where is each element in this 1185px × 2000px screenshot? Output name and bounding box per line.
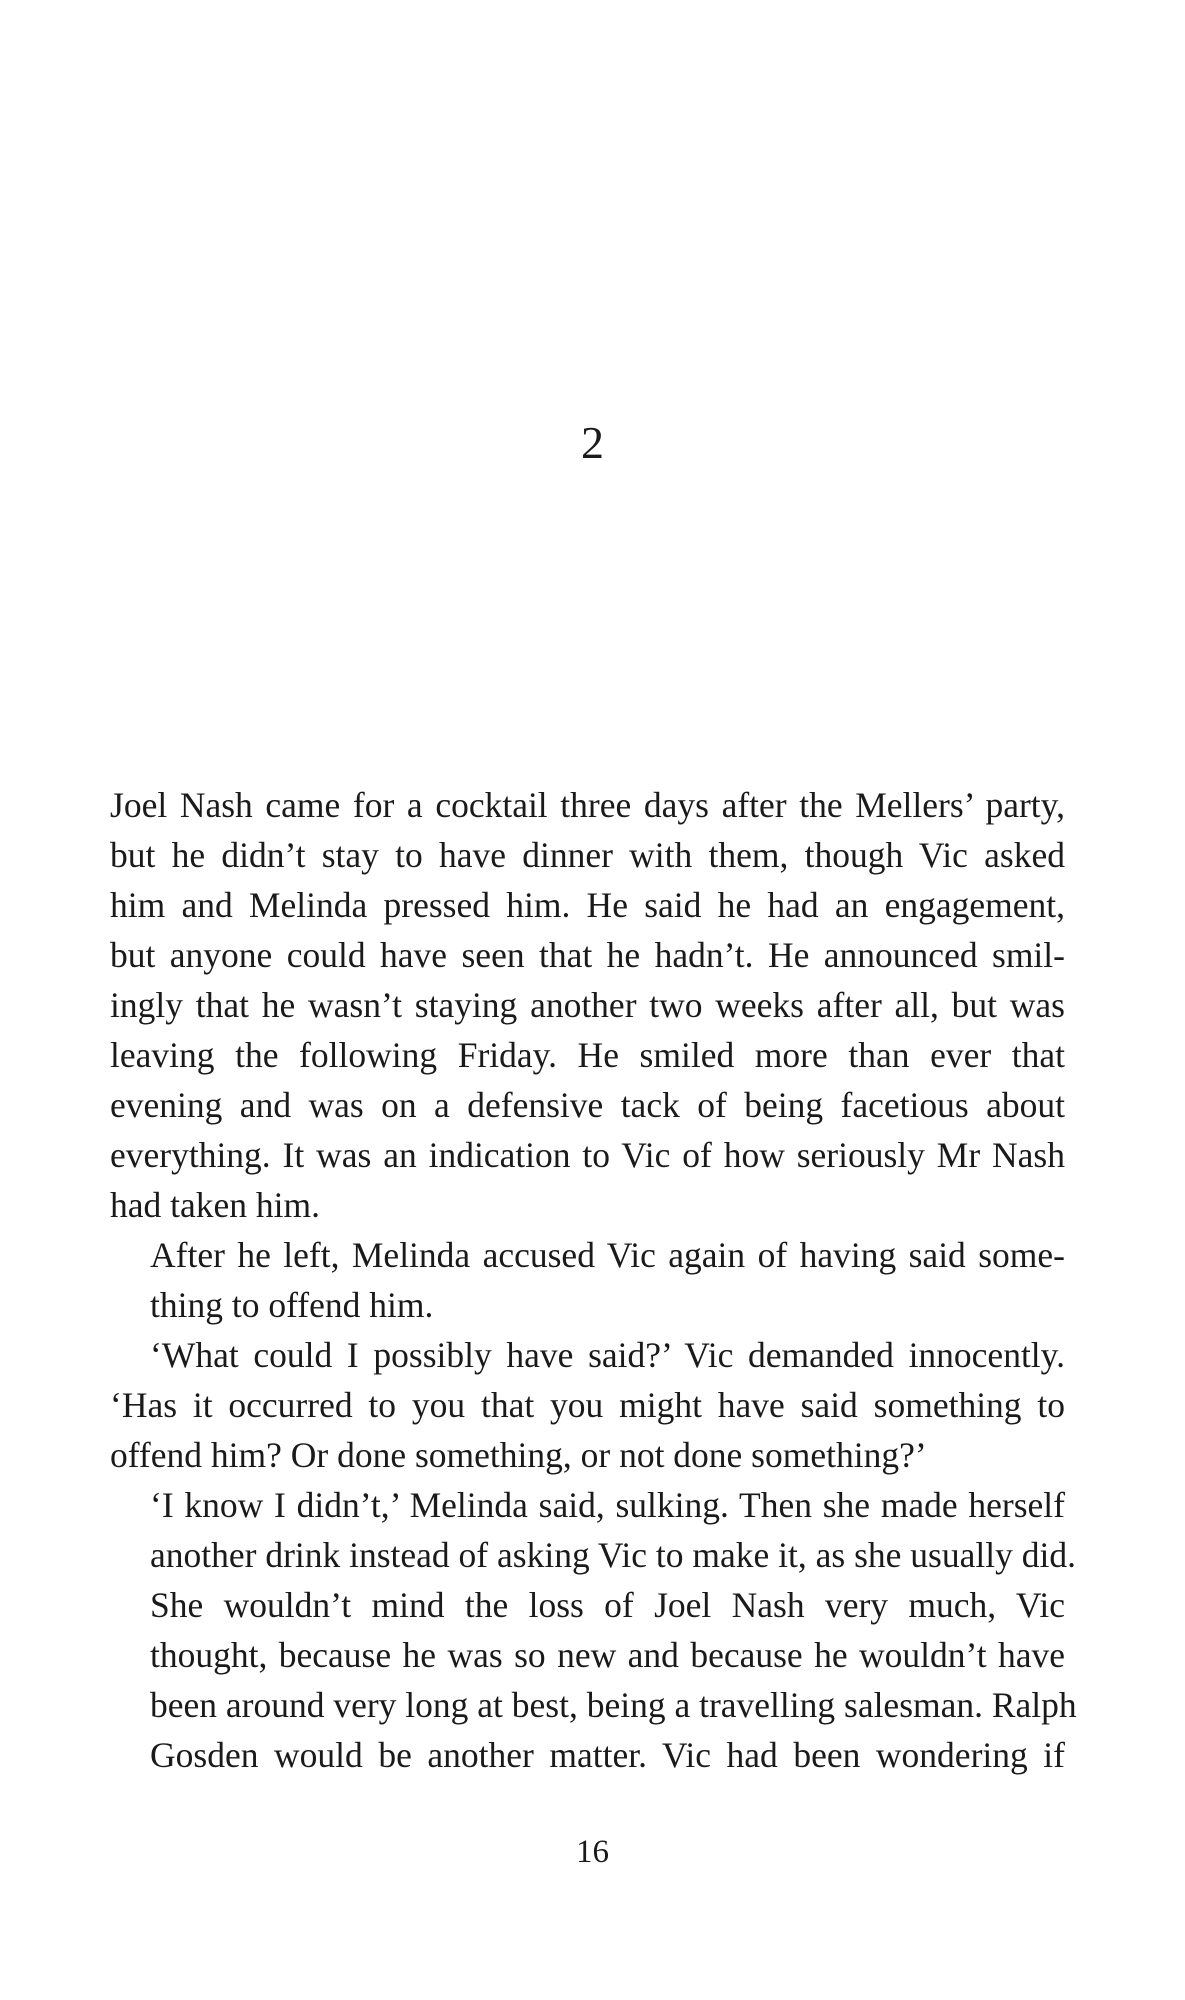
text-line: thing to offend him. xyxy=(150,1285,434,1325)
text-line: evening and was on a defensive tack of being facetious about xyxy=(110,1085,1065,1125)
paragraph xyxy=(110,780,1065,1230)
paragraph xyxy=(110,1580,1077,1780)
text-line: had taken him. xyxy=(110,1185,320,1225)
text-line: Joel Nash came for a cocktail three days after the Mellers’ party, xyxy=(110,785,1065,825)
text-line: him and Melinda pressed him. He said he had an engagement, xyxy=(110,885,1065,925)
paragraph xyxy=(110,1230,1065,1330)
paragraph xyxy=(110,1480,1076,1580)
text-line: but anyone could have seen that he hadn’t. He announced smil- xyxy=(110,935,1065,975)
page-number: 16 xyxy=(576,1834,609,1870)
paragraph xyxy=(110,1380,1065,1480)
body-text xyxy=(110,780,1077,1780)
text-line: another drink instead of asking Vic to make it, as she usually did. xyxy=(150,1535,1076,1575)
text-line: After he left, Melinda accused Vic again of having said some- xyxy=(150,1235,1065,1275)
text-line: Gosden would be another matter. Vic had been wondering if xyxy=(150,1735,1065,1775)
text-line: but he didn’t stay to have dinner with them, though Vic asked xyxy=(110,835,1065,875)
chapter-number: 2 xyxy=(581,417,604,468)
text-line: ‘Has it occurred to you that you might have said something to xyxy=(110,1385,1065,1425)
text-line: everything. It was an indication to Vic of how seriously Mr Nash xyxy=(110,1135,1065,1175)
text-line: ingly that he wasn’t staying another two weeks after all, but was xyxy=(110,985,1065,1025)
text-line: offend him? Or done something, or not done something?’ xyxy=(110,1435,927,1475)
text-line: leaving the following Friday. He smiled more than ever that xyxy=(110,1035,1065,1075)
text-line: ‘What could I possibly have said?’ Vic demanded innocently. xyxy=(150,1335,1065,1375)
text-line: ‘I know I didn’t,’ Melinda said, sulking. Then she made herself xyxy=(150,1485,1065,1525)
paragraph xyxy=(110,1330,1065,1380)
text-line: She wouldn’t mind the loss of Joel Nash very much, Vic xyxy=(150,1585,1065,1625)
text-line: been around very long at best, being a travelling salesman. Ralph xyxy=(150,1685,1077,1725)
text-line: thought, because he was so new and because he wouldn’t have xyxy=(150,1635,1065,1675)
